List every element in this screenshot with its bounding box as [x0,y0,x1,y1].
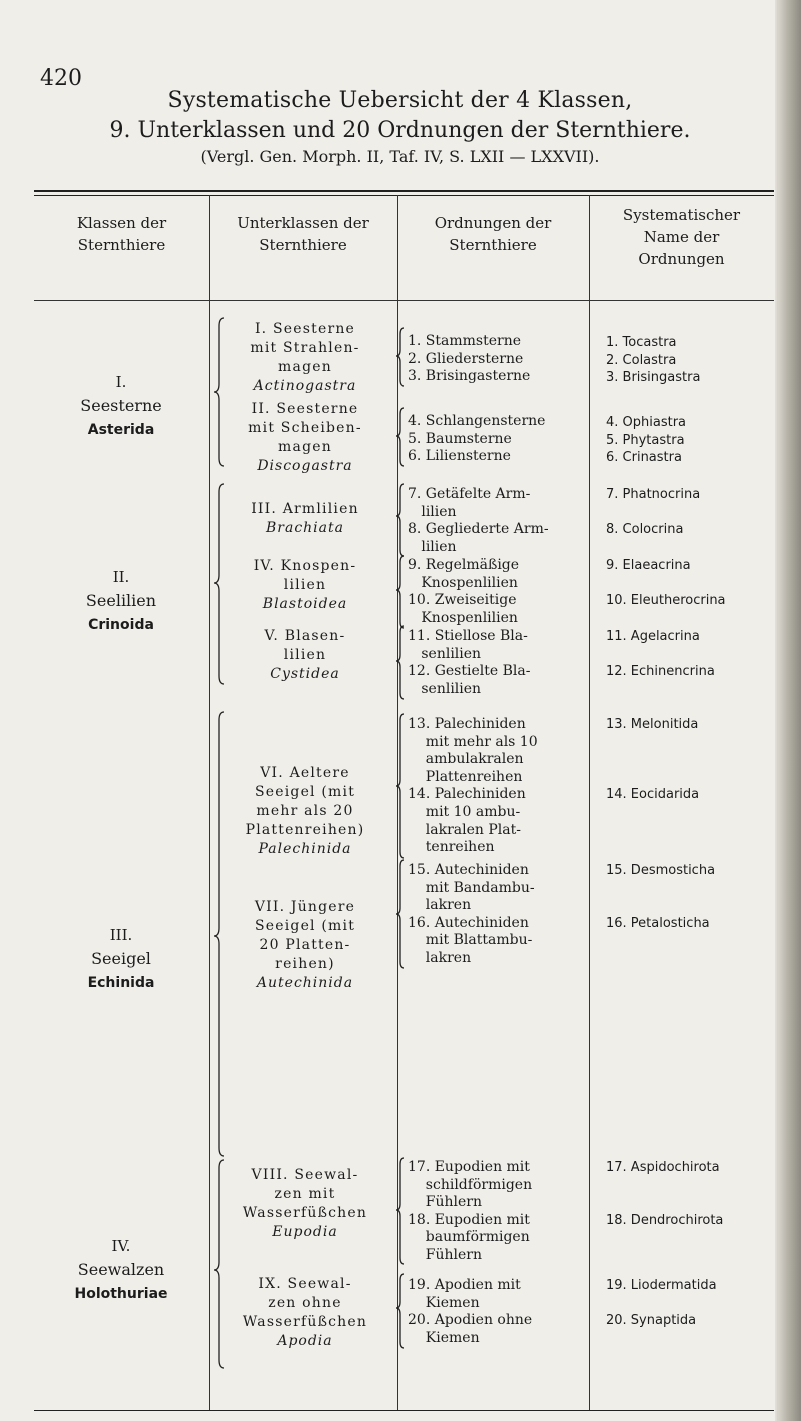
table-reference: (Vergl. Gen. Morph. II, Taf. IV, S. LXII — LXXVII). [200,147,600,166]
subclass-title: mehr als 20 [256,803,354,819]
table-title-line-2: 9. Unterklassen und 20 Ordnungen der Sternthiere. [109,118,691,143]
header-systematisch-line: Ordnungen [638,250,725,268]
subclass-title: Wasserfüßchen [242,1314,368,1330]
class-name: Seeigel [91,949,151,968]
subclass-title: 20 Platten- [259,937,351,953]
subclass-title: zen ohne [268,1295,342,1311]
subclass-title: reihen) [275,956,335,972]
subclass-title: IV. Knospen- [253,558,357,574]
orders-11-12: 11. Stiellose Bla- senlilien 12. Gestielte Bla- senlilien [408,628,531,697]
brace-order-7-8 [396,484,404,556]
brace-order-11-12 [396,626,404,699]
systematic-15-16: 15. Desmosticha 16. Petalosticha [606,863,716,931]
header-unterklassen-line: Unterklassen der [237,214,369,232]
systematic-9-10: 9. Elaeacrina 10. Eleutherocrina [606,558,726,609]
subclass-latin: Actinogastra [253,378,357,394]
systematic-4-6: 4. Ophiastra 5. Phytastra 6. Crinastra [606,415,687,466]
class-latin: Asterida [87,422,155,438]
subclass-title: zen mit [274,1186,336,1202]
subclass-title: lilien [283,577,327,593]
systematic-17-18: 17. Aspidochirota 18. Dendrochirota [606,1160,724,1228]
orders-15-16: 15. Autechiniden mit Bandambu- lakren 16. Autechiniden mit Blattambu- lakren [408,862,535,966]
subclass-title: VIII. Seewal- [251,1167,359,1183]
class-name: Seewalzen [77,1260,165,1279]
subclass-title: III. Armlilien [251,501,359,517]
orders-13-14: 13. Palechiniden mit mehr als 10 ambulakralen Plattenreihen 14. Palechiniden mit 10 ambu- lakralen Plat- tenreihen [408,716,538,856]
systematic-19-20: 19. Liodermatida 20. Synaptida [606,1278,717,1329]
class-roman: III. [109,926,133,944]
brace-order-15-16 [396,860,404,968]
orders-4-6: 4. Schlangensterne 5. Baumsterne 6. Liliensterne [408,413,546,465]
header-systematisch-line: Name der [643,228,720,246]
subclass-title: magen [278,359,332,375]
subclass-title: V. Blasen- [264,628,346,644]
subclass-title: lilien [283,647,327,663]
subclass-title: Seeigel (mit [254,784,356,800]
orders-19-20: 19. Apodien mit Kiemen 20. Apodien ohne Kiemen [408,1277,533,1346]
subclass-latin: Discogastra [257,458,353,474]
class-latin: Echinida [87,975,155,991]
class-roman: II. [112,568,130,586]
subclass-title: VI. Aeltere [260,765,350,781]
table-title-line-1: Systematische Uebersicht der 4 Klassen, [167,88,633,113]
header-ordnungen-line: Sternthiere [449,236,537,254]
header-systematisch-line: Systematischer [622,206,741,224]
brace-order-9-10 [396,556,404,628]
subclass-latin: Cystidea [270,666,340,682]
subclass-latin: Eupodia [272,1224,338,1240]
subclass-title: magen [278,439,332,455]
brace-class-3 [214,712,224,1156]
header-unterklassen-line: Sternthiere [259,236,347,254]
subclass-title: VII. Jüngere [254,899,356,915]
subclass-latin: Blastoidea [262,596,348,612]
subclass-title: Seeigel (mit [254,918,356,934]
systematic-13-14: 13. Melonitida 14. Eocidarida [606,717,700,803]
subclass-title: Wasserfüßchen [242,1205,368,1221]
subclass-title: II. Seesterne [251,401,359,417]
class-name: Seelilien [85,591,157,610]
class-roman: IV. [111,1237,131,1255]
orders-9-10: 9. Regelmäßige Knospenlilien 10. Zweiseitige Knospenlilien [408,557,520,626]
systematic-1-3: 1. Tocastra 2. Colastra 3. Brisingastra [606,335,701,386]
systematic-11-12: 11. Agelacrina 12. Echinencrina [606,629,715,680]
systematic-7-8: 7. Phatnocrina 8. Colocrina [606,487,701,538]
class-latin: Crinoida [88,617,154,633]
subclass-latin: Brachiata [266,520,344,536]
subclass-latin: Autechinida [256,975,354,991]
header-ordnungen-line: Ordnungen der [434,214,552,232]
subclass-title: mit Scheiben- [248,420,362,436]
brace-class-2 [214,484,224,684]
subclass-title: I. Seesterne [254,321,356,337]
brace-class-4 [214,1160,224,1368]
brace-order-13-14 [396,714,404,858]
brace-order-1-3 [396,328,404,386]
header-klassen-line: Klassen der [76,214,167,232]
brace-order-17-18 [396,1158,404,1264]
class-roman: I. [115,373,127,391]
header-klassen-line: Sternthiere [77,236,166,254]
brace-order-4-6 [396,408,404,466]
class-latin: Holothuriae [74,1286,168,1302]
orders-7-8: 7. Getäfelte Arm- lilien 8. Gegliederte Arm- lilien [408,486,549,555]
class-name: Seesterne [80,396,162,415]
orders-17-18: 17. Eupodien mit schildförmigen Fühlern 18. Eupodien mit baumförmigen Fühlern [408,1159,533,1263]
orders-1-3: 1. Stammsterne 2. Gliedersterne 3. Brisingasterne [408,333,531,385]
subclass-title: Plattenreihen) [245,822,365,838]
brace-class-1 [214,318,224,466]
subclass-title: IX. Seewal- [258,1276,352,1292]
page-number: 420 [40,66,82,91]
brace-order-19-20 [396,1274,404,1348]
subclass-latin: Palechinida [258,841,352,857]
subclass-latin: Apodia [277,1333,333,1349]
subclass-title: mit Strahlen- [250,340,360,356]
